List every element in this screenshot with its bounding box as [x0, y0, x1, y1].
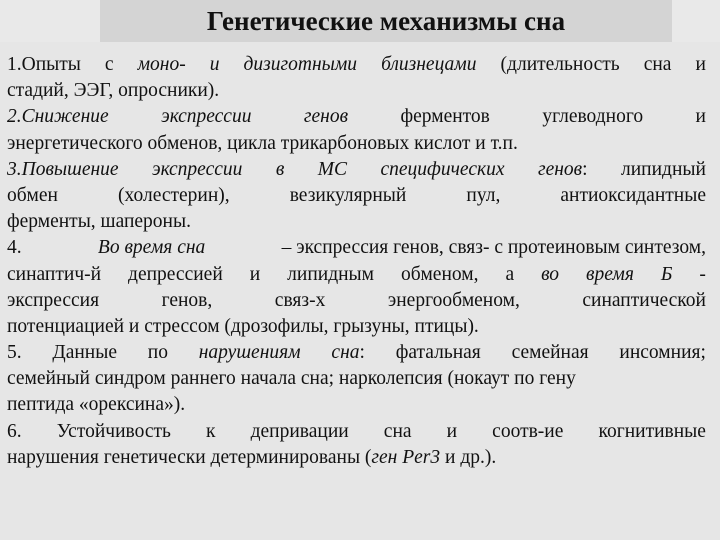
- plain-text: (холестерин),: [117, 184, 230, 206]
- italic-text: ген Per3: [371, 446, 441, 468]
- plain-text: по: [147, 342, 168, 364]
- plain-text: энергообменом,: [387, 289, 520, 311]
- text-segment: [138, 52, 186, 78]
- text-line: [7, 340, 706, 366]
- text-segment: [161, 104, 251, 130]
- text-segment: [542, 104, 643, 130]
- text-segment: [7, 394, 185, 415]
- plain-text: семейная: [511, 342, 589, 364]
- text-line: [7, 209, 706, 235]
- text-segment: [287, 262, 374, 288]
- punctuation: :: [359, 342, 365, 364]
- text-segment: [105, 52, 114, 78]
- text-segment: [206, 419, 215, 445]
- plain-text: нарушения генетически детерминированы (: [7, 446, 372, 468]
- text-segment: [7, 447, 371, 468]
- plain-text: углеводного: [542, 106, 644, 128]
- plain-text: генов,: [161, 289, 213, 311]
- content-area: [0, 42, 720, 540]
- text-segment: [582, 288, 706, 314]
- text-segment: [501, 52, 620, 78]
- italic-text: в: [275, 158, 285, 180]
- text-segment: [7, 52, 81, 78]
- text-segment: [492, 419, 563, 445]
- text-line: [7, 157, 706, 183]
- italic-text: моно-: [137, 54, 186, 75]
- text-segment: [148, 340, 168, 366]
- text-segment: [644, 52, 672, 78]
- text-segment: [244, 52, 358, 78]
- text-segment: [331, 340, 365, 366]
- text-line: [7, 419, 706, 445]
- text-segment: [447, 419, 457, 445]
- plain-text: сна: [383, 420, 412, 442]
- plain-text: 6.: [7, 420, 22, 442]
- text-segment: [7, 133, 518, 154]
- plain-text: Данные: [52, 342, 117, 364]
- text-line: [7, 366, 706, 392]
- italic-text: сна: [331, 342, 360, 364]
- plain-text: антиоксидантные: [560, 184, 706, 206]
- text-segment: [7, 183, 58, 209]
- text-segment: [440, 447, 496, 468]
- text-segment: [210, 52, 220, 78]
- text-segment: [598, 419, 705, 445]
- text-segment: [560, 183, 706, 209]
- text-segment: [512, 340, 589, 366]
- text-segment: [541, 262, 559, 288]
- text-line: [7, 288, 706, 314]
- text-segment: [699, 262, 706, 288]
- plain-text: депривации: [250, 420, 349, 442]
- plain-text: везикулярный: [289, 184, 407, 206]
- text-segment: [661, 262, 673, 288]
- text-segment: [619, 340, 706, 366]
- text-segment: [400, 104, 489, 130]
- text-segment: [7, 157, 119, 183]
- italic-text: нарушениям: [198, 342, 301, 364]
- italic-text: время: [586, 263, 634, 285]
- plain-text: экспрессия: [7, 289, 100, 311]
- italic-text: Во время сна: [97, 237, 206, 259]
- text-segment: [162, 288, 213, 314]
- text-segment: [318, 157, 347, 183]
- text-segment: [199, 340, 301, 366]
- plain-text: связ-х: [274, 289, 326, 311]
- plain-text: (длительность: [500, 54, 620, 75]
- text-segment: [7, 419, 22, 445]
- plain-text: семейный синдром раннего начала сна; нарколепсия (нокаут по гену: [7, 368, 576, 390]
- text-segment: [152, 157, 242, 183]
- text-segment: [505, 262, 514, 288]
- italic-text: дизиготными: [243, 54, 358, 75]
- plain-text: энергетического обменов, цикла трикарбоновых кислот и т.п.: [7, 132, 518, 154]
- text-line: [7, 445, 706, 471]
- plain-text: Устойчивость: [56, 420, 171, 442]
- text-line: [7, 392, 706, 418]
- text-segment: [251, 419, 349, 445]
- text-segment: [7, 316, 479, 337]
- italic-text: 2.Снижение: [7, 106, 109, 128]
- page-title: Генетические механизмы сна: [206, 5, 566, 36]
- plain-text: 5.: [7, 342, 22, 364]
- text-line: [7, 235, 706, 261]
- italic-text: 3.Повышение: [7, 158, 119, 180]
- plain-text: обменом,: [400, 263, 479, 285]
- italic-text: МС: [317, 158, 348, 180]
- text-segment: [276, 157, 284, 183]
- plain-text: липидным: [287, 263, 374, 285]
- plain-text: когнитивные: [598, 420, 706, 442]
- text-segment: [7, 211, 191, 232]
- text-body: [7, 52, 706, 471]
- plain-text: синаптической: [582, 289, 706, 311]
- text-segment: [466, 183, 500, 209]
- text-segment: [118, 183, 230, 209]
- plain-text: а: [505, 263, 515, 285]
- plain-text: ферментов: [400, 106, 490, 128]
- text-segment: [696, 104, 706, 130]
- text-segment: [7, 104, 109, 130]
- text-line: [7, 52, 706, 78]
- plain-text: пул,: [466, 184, 501, 206]
- text-segment: [7, 288, 99, 314]
- text-segment: [98, 235, 205, 261]
- italic-text: экспрессии: [161, 106, 252, 128]
- plain-text: соотв-ие: [492, 420, 564, 442]
- plain-text: и др.).: [440, 446, 497, 468]
- plain-text: к: [206, 420, 216, 442]
- text-segment: [290, 183, 407, 209]
- plain-text: синаптич-й: [7, 263, 102, 285]
- plain-text: пептида «орексина»).: [7, 394, 186, 416]
- plain-text: и: [446, 420, 458, 442]
- plain-text: и: [249, 263, 261, 285]
- text-segment: [282, 235, 706, 261]
- text-segment: [7, 262, 101, 288]
- text-segment: [401, 262, 479, 288]
- italic-text: во: [541, 263, 560, 285]
- plain-text: инсомния;: [619, 342, 706, 364]
- text-line: [7, 262, 706, 288]
- plain-text: обмен: [7, 184, 58, 206]
- italic-text: и: [209, 54, 220, 75]
- punctuation: :: [582, 158, 588, 180]
- italic-text: генов: [537, 158, 583, 180]
- italic-text: экспрессии: [152, 158, 243, 180]
- text-segment: [538, 157, 588, 183]
- text-segment: [621, 157, 706, 183]
- italic-text: близнецами: [381, 54, 477, 75]
- plain-text: -: [699, 263, 706, 285]
- plain-text: стадий, ЭЭГ, опросники).: [7, 80, 220, 102]
- text-line: [7, 131, 706, 157]
- text-segment: [371, 447, 440, 468]
- plain-text: липидный: [621, 158, 706, 180]
- plain-text: и: [695, 106, 706, 128]
- plain-text: – экспрессия генов, связ- с протеиновым синтезом,: [281, 237, 706, 259]
- text-segment: [695, 52, 705, 78]
- text-segment: [7, 366, 576, 392]
- plain-text: с: [104, 54, 114, 75]
- text-segment: [304, 104, 348, 130]
- plain-text: ферменты, шапероны.: [7, 211, 191, 233]
- italic-text: Б: [660, 263, 673, 285]
- text-line: [7, 104, 706, 130]
- plain-text: и: [695, 54, 706, 75]
- text-segment: [388, 288, 520, 314]
- text-segment: [275, 288, 326, 314]
- text-line: [7, 314, 706, 340]
- italic-text: специфических: [380, 158, 505, 180]
- plain-text: потенциацией и стрессом (дрозофилы, грызуны, птицы).: [7, 315, 479, 337]
- text-segment: [384, 419, 412, 445]
- text-segment: [57, 419, 171, 445]
- text-segment: [396, 340, 481, 366]
- text-line: [7, 78, 706, 104]
- text-segment: [250, 262, 260, 288]
- plain-text: сна: [643, 54, 672, 75]
- text-segment: [586, 262, 634, 288]
- italic-text: генов: [303, 106, 349, 128]
- text-segment: [128, 262, 223, 288]
- text-segment: [381, 52, 476, 78]
- text-segment: [7, 80, 219, 101]
- text-segment: [380, 157, 504, 183]
- text-segment: [7, 235, 22, 261]
- text-segment: [7, 340, 22, 366]
- text-segment: [52, 340, 117, 366]
- plain-text: 4.: [7, 237, 22, 259]
- plain-text: 1.Опыты: [7, 54, 81, 75]
- plain-text: депрессией: [128, 263, 223, 285]
- plain-text: фатальная: [395, 342, 481, 364]
- title-bar: [100, 0, 672, 42]
- text-line: [7, 183, 706, 209]
